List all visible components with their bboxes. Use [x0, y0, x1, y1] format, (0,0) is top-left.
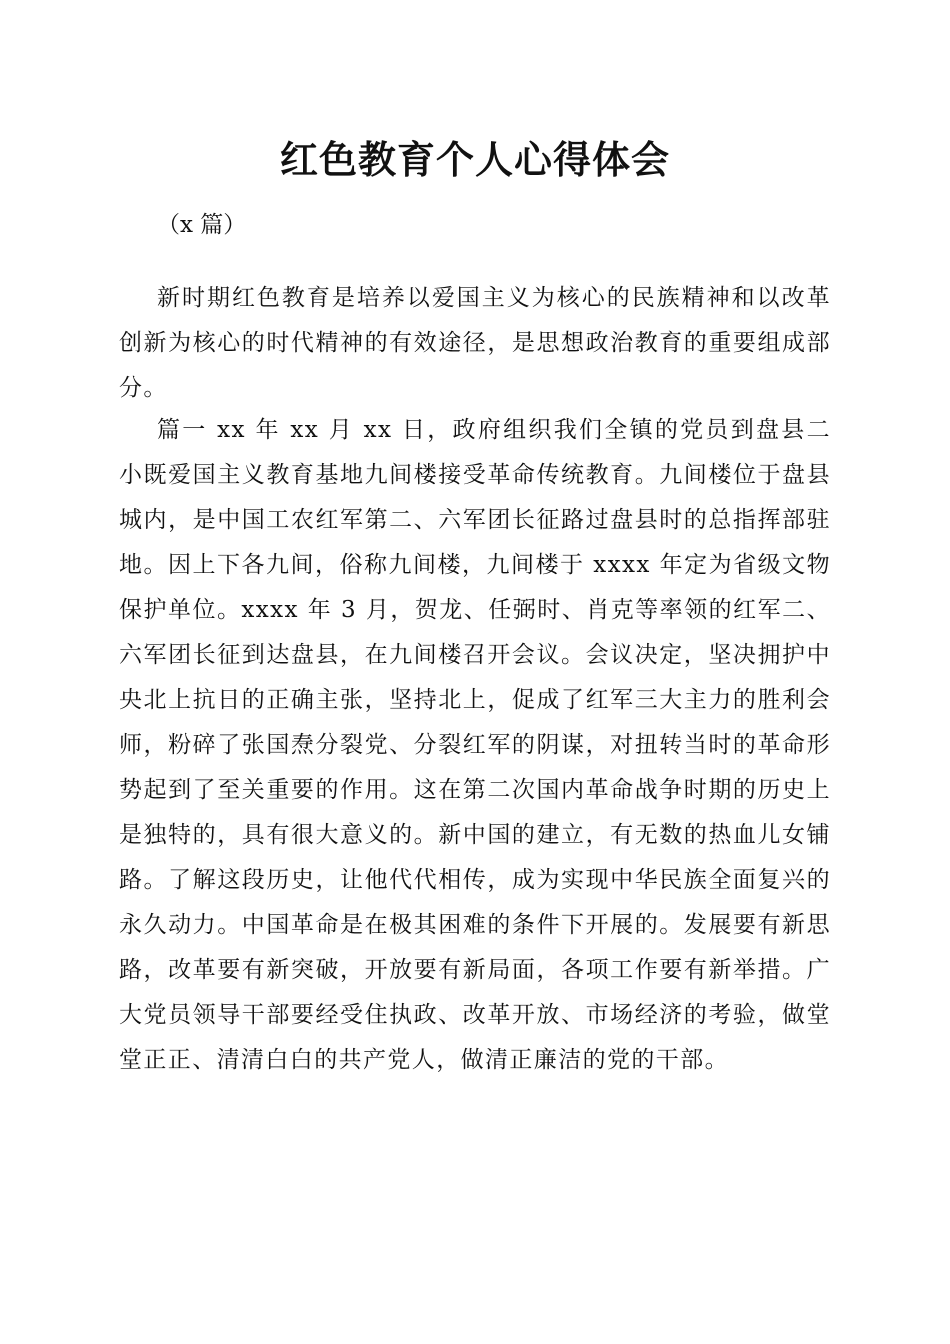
intro-paragraph: 新时期红色教育是培养以爱国主义为核心的民族精神和以改革创新为核心的时代精神的有效途径，是思想政治教育的重要组成部分。	[119, 285, 831, 401]
section-label: （x 篇）	[157, 212, 247, 238]
body-paragraph: 篇一 xx 年 xx 月 xx 日，政府组织我们全镇的党员到盘县二小既爱国主义教育基地九间楼接受革命传统教育。九间楼位于盘县城内，是中国工农红军第二、六军团长征路过盘县时的总指挥部驻地。因上下各九间，俗称九间楼，九间楼于 xxxx 年定为省级文物保护单位。xxxx 年 3 月，贺龙、任弼时、肖克等率领的红军二、六军团长征到达盘县，在九间楼召开会议。会议决定，坚决拥护中央北上抗日的正确主张，坚持北上，促成了红军三大主力的胜利会师，粉碎了张国焘分裂党、分裂红军的阴谋，对扭转当时的革命形势起到了至关重要的作用。这在第二次国内革命战争时期的历史上是独特的，具有很大意义的。新中国的建立，有无数的热血儿女铺路。了解这段历史，让他代代相传，成为实现中华民族全面复兴的永久动力。中国革命是在极其困难的条件下开展的。发展要有新思路，改革要有新突破，开放要有新局面，各项工作要有新举措。广大党员领导干部要经受住执政、改革开放、市场经济的考验，做堂堂正正、清清白白的共产党人，做清正廉洁的党的干部。	[119, 417, 831, 1073]
document-title: 红色教育个人心得体会	[279, 137, 670, 182]
